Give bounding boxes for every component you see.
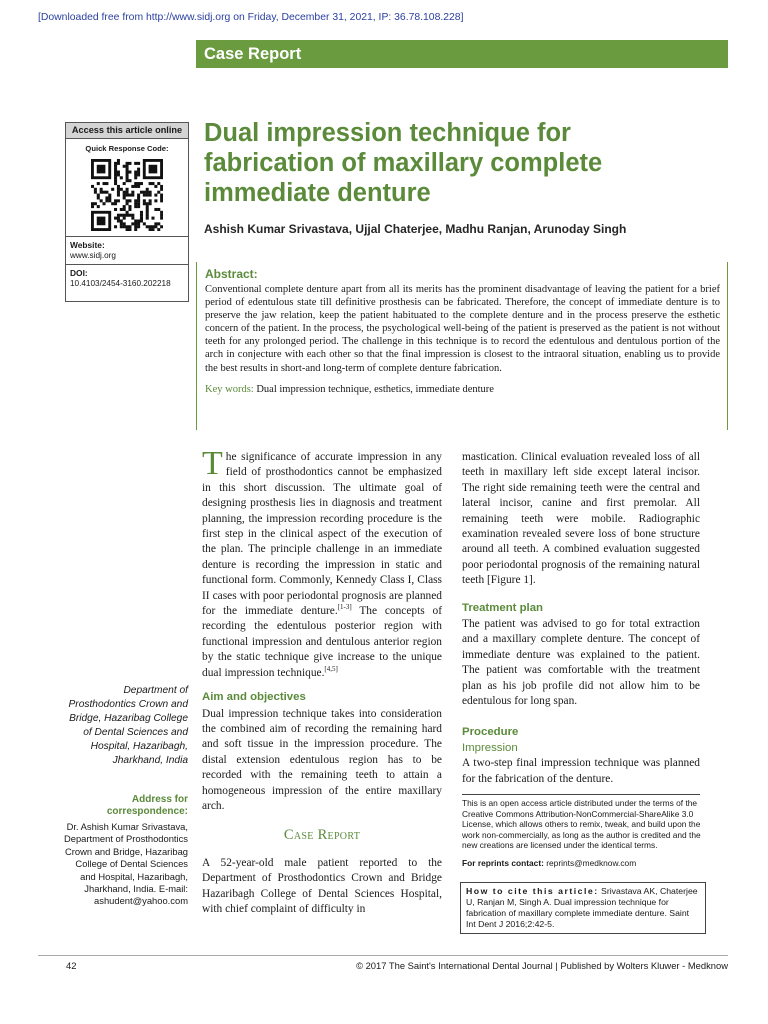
reprints-email[interactable]: reprints@medknow.com [546, 858, 637, 868]
article-type-banner: Case Report [196, 40, 728, 68]
citation-text: Srivastava AK, Chaterjee U, Ranjan M, Singh A. Dual impression technique for fabrication of maxillary complete immediate denture. Saint Int Dent J 2016;2:42-5. [466, 886, 698, 929]
abstract-text: Conventional complete denture apart from all its merits has the prominent disadvantage of leaving the patient for a brief period of edentulous state till definitive prosthesis can be fabricated. Therefore, the concept of immediate denture is to preserve the jaw relation, keep the patient habituated to the complete denture and in the process preserve the esthetic concern of the patient. In the process, the psychological well-being of the patient is preserved as the patient is not without teeth for any prolonged period. The challenge in this technique is to record the edentulous and dentulous portion of the arch in conjecture with each other so that the final impression is closest to the intraoral situation, enabling us to provide the best results in short-and long-term of complete denture fabrication. [205, 284, 720, 374]
page-number: 42 [66, 960, 77, 971]
author-list: Ashish Kumar Srivastava, Ujjal Chaterjee, Madhu Ranjan, Arunoday Singh [204, 222, 627, 236]
citation-box [460, 882, 706, 934]
clinical-paragraph: mastication. Clinical evaluation revealed loss of all teeth in maxillary left side except lateral incisor. The right side remaining teeth were the central and lateral incisor, canine and first premolar. All remaining teeth were mobile. Radiographic examination revealed severe loss of bone structure around all teeth. A combined evaluation suggested poor periodontal prognosis of the remaining natural teeth [Figure 1]. [462, 451, 700, 587]
impression-subheading: Impression [462, 741, 518, 754]
body-column-right [462, 450, 700, 787]
access-article-box [65, 122, 189, 302]
drop-cap: T [202, 445, 223, 482]
correspondence-address: Dr. Ashish Kumar Srivastava, Department of Prosthodontics Crown and Bridge, Hazaribag College of Dental Sciences and Hospital, Hazaribagh, Jharkhand, India. E-mail: ashudent@yahoo.com [63, 821, 188, 907]
website-link[interactable]: www.sidj.org [70, 251, 116, 260]
intro-text-part2: The concepts of recording the edentulous posterior region with functional impression and dentulous anterior region by the static technique give increase to the unique dual impression technique. [202, 605, 442, 679]
qr-code-label: Quick Response Code: [85, 144, 169, 153]
correspondence-heading: Address for correspondence: [106, 794, 188, 818]
article-title: Dual impression technique for fabrication of maxillary complete immediate denture [204, 119, 603, 207]
footer-divider [38, 955, 728, 956]
citation-label: How to cite this article: [466, 886, 599, 896]
procedure-heading: Procedure [462, 725, 519, 738]
access-box-divider [66, 264, 188, 265]
case-paragraph: A 52-year-old male patient reported to the Department of Prosthodontics Crown and Bridge Hazaribagh College of Dental Sciences Hospital, with chief complaint of difficulty in [202, 856, 442, 915]
intro-text-part1: he significance of accurate impression in any field of prosthodontics cannot be emphasized in this short discussion. The ultimate goal of designing prosthesis lies in diagnosis and treatment planning, the impression recording procedure is the first step in the clinical aspect of the execution of the plan. The principle challenge in an immediate denture is recording the impression in static and functional form. Commonly, Kennedy Class I, Class II cases with poor periodontal prognosis are planned for the immediate denture. [202, 451, 442, 618]
download-notice: [Downloaded free from http://www.sidj.org on Friday, December 31, 2021, IP: 36.78.108.228] [38, 12, 464, 23]
reprints-label: For reprints contact: [462, 858, 544, 868]
treatment-paragraph: The patient was advised to go for total extraction and a maxillary complete denture. The concept of immediate denture was explained to the patient. The patient was comfortable with the treatment plan as his job profile did not allow him to be edentulous for long span. [462, 618, 700, 708]
website-label: Website: [70, 240, 105, 250]
intro-paragraph [202, 445, 442, 681]
access-box-divider [66, 236, 188, 237]
treatment-plan-heading: Treatment plan [462, 601, 544, 614]
abstract-heading: Abstract: [205, 267, 258, 281]
aim-heading: Aim and objectives [202, 691, 306, 704]
keywords-text: Dual impression technique, esthetics, immediate denture [256, 383, 494, 395]
doi-link[interactable]: 10.4103/2454-3160.202218 [70, 279, 171, 288]
keywords-line [205, 384, 720, 395]
reprints-line [462, 858, 702, 868]
reference-citation[interactable]: [1-3] [337, 603, 352, 612]
qr-code-icon[interactable] [91, 159, 163, 231]
procedure-paragraph: A two-step final impression technique was planned for the fabrication of the denture. [462, 757, 700, 785]
abstract-box [196, 262, 728, 430]
footer-copyright: © 2017 The Saint's International Dental Journal | Published by Wolters Kluwer - Medknow [356, 960, 728, 971]
license-divider [462, 794, 700, 795]
case-report-heading: Case Report [283, 827, 361, 844]
affiliation-text: Department of Prosthodontics Crown and Bridge, Hazaribag College of Dental Sciences and Hospital, Hazaribagh, Jharkhand, India [68, 685, 188, 767]
doi-label: DOI: [70, 268, 88, 278]
access-box-heading: Access this article online [66, 123, 188, 139]
body-column-left [202, 445, 442, 917]
reference-citation[interactable]: [4,5] [324, 664, 338, 673]
license-note: This is an open access article distributed under the terms of the Creative Commons Attribution-NonCommercial-ShareAlike 3.0 License, which allows others to remix, tweak, and build upon the work non-commercially, as long as the author is credited and the new creations are licensed under the identical terms. [462, 798, 701, 851]
aim-paragraph: Dual impression technique takes into consideration the combined aim of recording the remaining hard and soft tissue in the impression procedure. The distal extension edentulous region has to be recorded with the remaining teeth to attain a homogeneous impression of the entire maxillary arch. [202, 707, 442, 812]
keywords-label: Key words: [205, 383, 254, 395]
